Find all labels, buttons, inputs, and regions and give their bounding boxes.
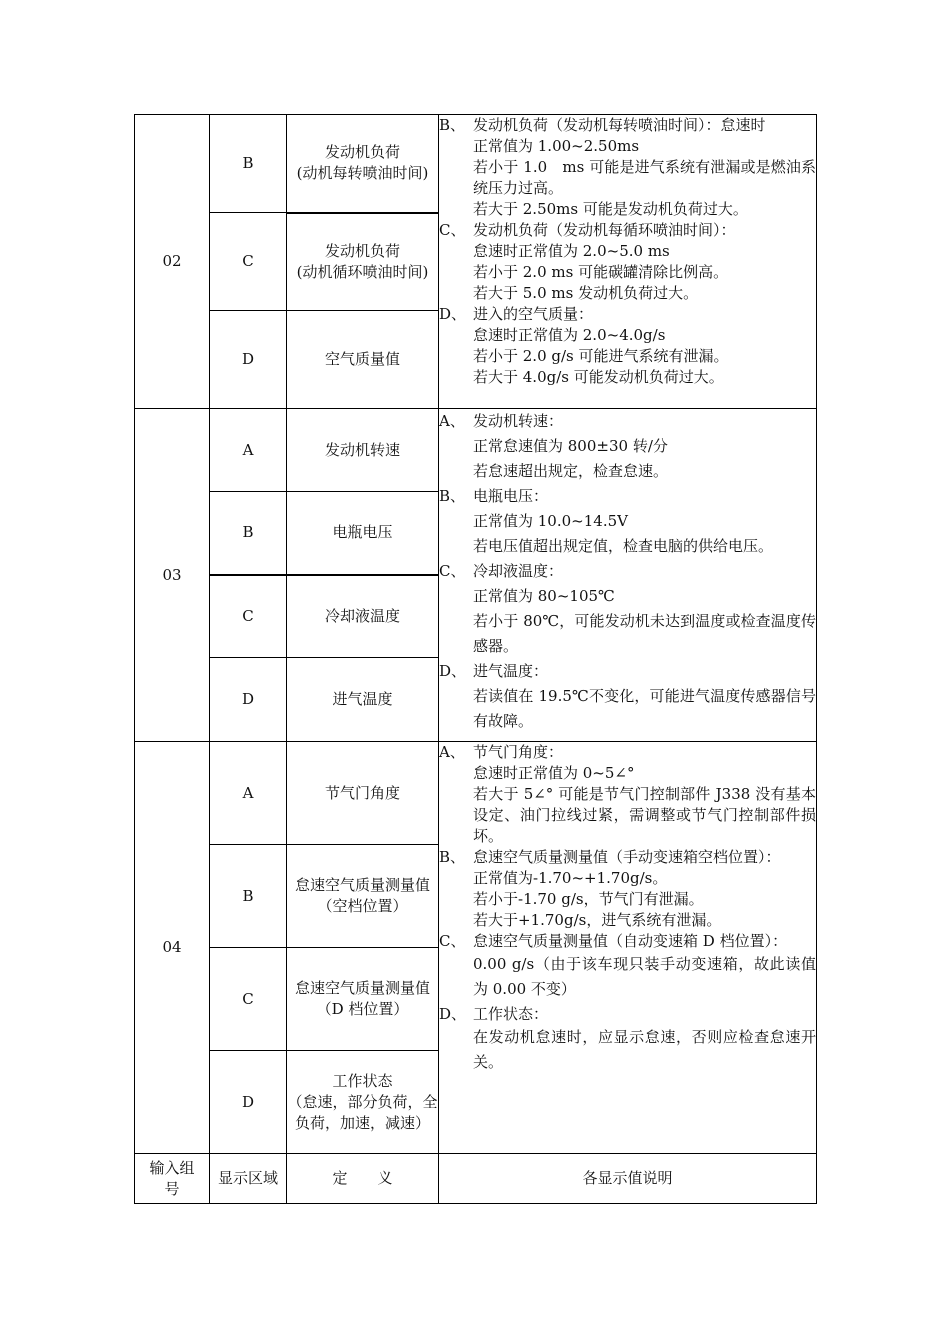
explanation-line: 若小于 2.0 ms 可能碳罐清除比例高。 <box>473 263 729 281</box>
table-row <box>135 409 817 492</box>
explanation-item <box>439 559 816 584</box>
explanation-line: 正常值为 10.0~14.5V <box>473 512 628 530</box>
display-area: B <box>210 845 287 948</box>
header-area: 显示区域 <box>210 1154 287 1204</box>
definition-cell <box>287 213 439 311</box>
explanation-line: 若小于 1.0 ms 可能是进气系统有泄漏或是燃油系统压力过高。 <box>473 158 816 197</box>
display-area: A <box>210 409 287 492</box>
definition-cell: 进气温度 <box>287 658 439 742</box>
item-label: B、 <box>439 487 466 505</box>
definition-line: （怠速，部分负荷，全负荷，加速，减速） <box>287 1092 438 1132</box>
group-number: 02 <box>135 115 210 409</box>
explanation-line: 若大于 5∠° 可能是节气门控制部件 J338 没有基本设定、油门拉线过紧，需调整或节气门控制部件损坏。 <box>473 785 816 845</box>
display-area: C <box>210 575 287 658</box>
explanation-item <box>439 931 816 952</box>
explanation-item <box>439 742 816 763</box>
explanation-line: 若大于+1.70g/s，进气系统有泄漏。 <box>473 911 722 929</box>
explanation-line: 若大于 4.0g/s 可能发动机负荷过大。 <box>473 368 724 386</box>
item-label: D、 <box>439 662 467 680</box>
definition-line: (动机每转喷油时间) <box>296 164 429 183</box>
explanation-line: 正常值为-1.70~+1.70g/s。 <box>473 869 668 887</box>
item-title: 进入的空气质量： <box>473 305 594 323</box>
group-number: 03 <box>135 409 210 742</box>
item-label: D、 <box>439 305 467 323</box>
display-area: A <box>210 742 287 845</box>
item-label: C、 <box>439 221 466 239</box>
table-row <box>135 742 817 845</box>
explanation-line: 正常值为 80~105℃ <box>473 587 615 605</box>
explanation-item <box>439 847 816 868</box>
definition-cell: 发动机转速 <box>287 409 439 492</box>
explanation-line: 若大于 5.0 ms 发动机负荷过大。 <box>473 284 699 302</box>
display-area: C <box>210 213 287 311</box>
explanation-line: 若小于 80℃，可能发动机未达到温度或检查温度传感器。 <box>473 612 816 655</box>
explanation-line: 怠速时正常值为 0~5∠° <box>473 764 635 782</box>
display-area: B <box>210 115 287 213</box>
item-label: C、 <box>439 562 466 580</box>
explanation-line: 若大于 2.50ms 可能是发动机负荷过大。 <box>473 200 748 218</box>
explanation-line: 若怠速超出规定，检查怠速。 <box>473 462 669 480</box>
definition-cell <box>287 115 439 213</box>
display-area: D <box>210 311 287 409</box>
item-label: A、 <box>439 743 465 761</box>
explanation-line: 若电压值超出规定值，检查电脑的供给电压。 <box>473 537 774 555</box>
item-label: B、 <box>439 848 466 866</box>
explanation-item <box>439 409 816 434</box>
display-area: C <box>210 948 287 1051</box>
diagnostic-table <box>134 114 817 1204</box>
explanation-item <box>439 115 816 136</box>
explanation-line: 在发动机怠速时，应显示怠速，否则应检查怠速开关。 <box>473 1028 816 1071</box>
item-title: 节气门角度： <box>473 743 564 761</box>
display-area: B <box>210 492 287 575</box>
definition-line: 工作状态 <box>332 1071 393 1090</box>
explanation-item <box>439 304 816 325</box>
item-label: C、 <box>439 932 466 950</box>
explanation-cell <box>439 115 817 409</box>
explanation-cell <box>439 742 817 1154</box>
item-title: 怠速空气质量测量值（手动变速箱空档位置）： <box>473 848 781 866</box>
definition-cell: 怠速空气质量测量值（D 档位置） <box>287 948 439 1051</box>
table-header-row <box>135 1154 817 1204</box>
header-explanation: 各显示值说明 <box>439 1154 817 1204</box>
item-title: 工作状态： <box>473 1005 549 1023</box>
explanation-line: 正常怠速值为 800±30 转/分 <box>473 437 668 455</box>
definition-line: 发动机负荷 <box>324 143 400 162</box>
explanation-line: 怠速时正常值为 2.0~5.0 ms <box>473 242 670 260</box>
item-title: 发动机负荷（发动机每循环喷油时间）： <box>473 221 736 239</box>
item-label: B、 <box>439 116 466 134</box>
definition-line: (动机循环喷油时间) <box>296 262 429 281</box>
display-area: D <box>210 1051 287 1154</box>
definition-cell: 怠速空气质量测量值（空档位置） <box>287 845 439 948</box>
item-title: 发动机转速： <box>473 412 564 430</box>
explanation-line: 若小于-1.70 g/s，节气门有泄漏。 <box>473 890 704 908</box>
item-label: D、 <box>439 1005 467 1023</box>
item-title: 进气温度： <box>473 662 549 680</box>
explanation-line: 正常值为 1.00~2.50ms <box>473 137 640 155</box>
definition-cell <box>287 1051 439 1154</box>
explanation-item <box>439 220 816 241</box>
explanation-item <box>439 484 816 509</box>
explanation-item <box>439 659 816 684</box>
definition-cell: 空气质量值 <box>287 311 439 409</box>
item-label: A、 <box>439 412 465 430</box>
explanation-line: 0.00 g/s（由于该车现只装手动变速箱，故此读值为 0.00 不变） <box>473 955 816 998</box>
item-title: 怠速空气质量测量值（自动变速箱 D 档位置）： <box>473 932 788 950</box>
item-title: 冷却液温度： <box>473 562 564 580</box>
definition-line: 发动机负荷 <box>324 241 400 260</box>
display-area: D <box>210 658 287 742</box>
definition-cell: 冷却液温度 <box>287 575 439 658</box>
table-row <box>135 115 817 213</box>
item-title: 发动机负荷（发动机每转喷油时间）：怠速时 <box>473 116 766 134</box>
header-group: 输入组号 <box>135 1154 210 1204</box>
group-number: 04 <box>135 742 210 1154</box>
item-title: 电瓶电压： <box>473 487 549 505</box>
explanation-line: 若小于 2.0 g/s 可能进气系统有泄漏。 <box>473 347 729 365</box>
header-definition: 定 义 <box>287 1154 439 1204</box>
explanation-item <box>439 1004 816 1025</box>
explanation-line: 若读值在 19.5℃不变化，可能进气温度传感器信号有故障。 <box>473 687 816 730</box>
explanation-line: 怠速时正常值为 2.0~4.0g/s <box>473 326 666 344</box>
explanation-cell <box>439 409 817 742</box>
definition-cell: 电瓶电压 <box>287 492 439 575</box>
definition-cell: 节气门角度 <box>287 742 439 845</box>
